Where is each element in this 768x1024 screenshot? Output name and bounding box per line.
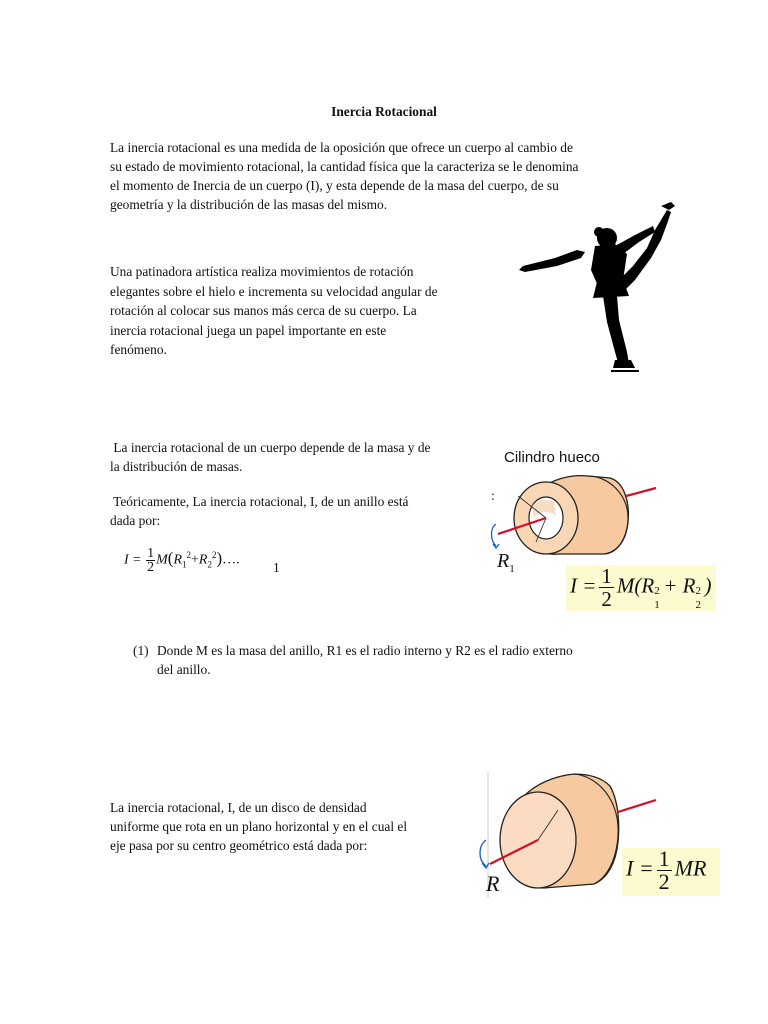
hollow-cylinder-label: Cilindro hueco [504,449,600,466]
formula-r1-sup: 2 [186,550,192,560]
intro-line: el momento de Inercia de un cuerpo (I), y esta depende de la masa del cuerpo, de su [110,178,559,193]
solid-cylinder-equation [622,848,720,896]
ring-line: Teóricamente, La inercia rotacional, I, de un anillo está [110,494,409,509]
eq-denominator: 2 [658,869,670,894]
mass-paragraph [110,438,490,476]
eq-mass: M [616,573,635,598]
mass-line: la distribución de masas. [110,459,243,474]
figure-skater-silhouette-icon [515,200,675,375]
formula-r2-sup: 2 [211,550,217,560]
page-title: Inercia Rotacional [331,104,437,119]
eq-r2-sub: 2 [695,599,701,612]
eq-numerator: 1 [601,564,612,588]
intro-line: su estado de movimiento rotacional, la cantidad física que la caracteriza se le denomina [110,159,579,174]
rotation-arrow-icon [480,840,486,866]
formula-dots: …. [222,552,240,568]
eq-lhs: I = [626,855,654,881]
formula-r1: R [173,552,183,568]
mass-line: La inercia rotacional de un cuerpo depende de la masa y de [110,440,431,455]
eq-fraction [657,848,672,893]
fraction-numerator: 1 [147,545,155,561]
eq-fraction [599,565,614,610]
formula-fraction [146,547,155,574]
skater-line: fenómeno. [110,342,167,357]
ring-inertia-formula: I = $\frac{1}{2}$ $M(R_1^2+R_2^2)\dots$. [124,545,240,575]
disc-line: La inercia rotacional, I, de un disco de densidad [110,800,367,815]
formula-r1-sub: 1 [182,559,187,570]
formula-mass: M [156,552,168,568]
radius-r-label: R [486,871,500,896]
disc-line: uniforme que rota en un plano horizontal y en el cual el [110,819,408,834]
note-line: del anillo. [157,662,211,677]
note-marker: (1) [133,643,149,658]
formula-r2: R [198,552,208,568]
hollow-cylinder-equation [566,565,716,611]
fraction-denominator: 2 [147,559,155,575]
disc-line: eje pasa por su centro geométrico está dada por: [110,838,368,853]
eq-open: (R [634,573,655,598]
eq-rhs: MR [674,855,707,881]
disc-paragraph [110,798,470,855]
eq-denominator: 2 [601,587,612,611]
radius-r1-label [497,552,515,579]
skater-line: inercia rotacional juega un papel importante en este [110,322,387,338]
eq-plus: + R [663,573,696,598]
axis-back [626,488,656,496]
intro-line: La inercia rotacional es una medida de la oposición que ofrece un cuerpo al cambio de [110,140,573,155]
formula-plus: + [191,552,199,568]
rotation-arrow-icon [492,524,497,546]
ring-paragraph [110,492,490,530]
eq-lhs: I = [570,573,597,598]
eq-r1-sub: 1 [654,599,660,612]
note-text [157,641,657,679]
eq-close: ) [704,573,712,598]
skater-paragraph [110,262,500,360]
radius-symbol: R [497,550,510,572]
skater-line: rotación al colocar sus manos más cerca de su cuerpo. La [110,303,417,318]
eq-numerator: 1 [658,848,670,871]
formula-r2-sub: 2 [207,559,212,570]
radius-subscript: 1 [509,563,515,575]
intro-line: geometría y la distribución de las masas del mismo. [110,197,388,212]
note-line: Donde M es la masa del anillo, R1 es el radio interno y R2 es el radio externo [157,643,573,658]
skater-line: Una patinadora artística realiza movimientos de rotación [110,264,414,279]
formula-lhs: I = [124,552,142,568]
ring-line: dada por: [110,513,161,528]
skater-line: elegantes sobre el hielo e incrementa su velocidad angular de [110,283,438,299]
eq-r1-sup: 2 [654,585,660,598]
equation-number: 1 [273,560,280,575]
colon-mark: : [491,488,495,503]
eq-r2-sup: 2 [695,585,701,598]
axis-back [618,800,656,812]
